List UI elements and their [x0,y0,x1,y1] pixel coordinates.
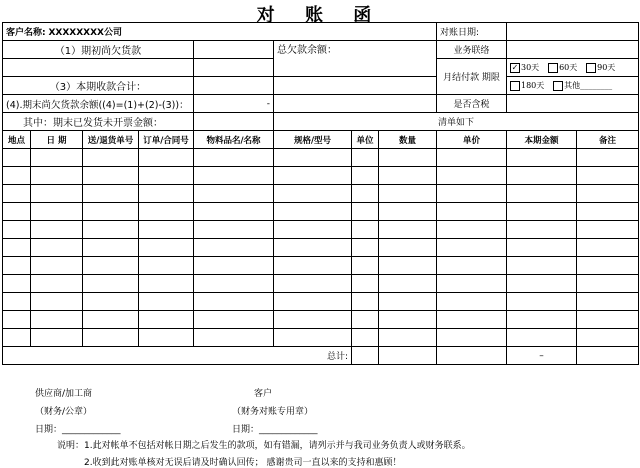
table-cell[interactable] [379,257,437,275]
table-cell[interactable] [194,239,274,257]
table-cell[interactable] [507,275,577,293]
table-cell[interactable] [31,185,83,203]
supplier-date[interactable]: 日期：_____________ [35,425,121,435]
table-cell[interactable] [577,239,639,257]
table-cell[interactable] [3,311,31,329]
table-cell[interactable] [139,167,194,185]
table-cell[interactable] [379,203,437,221]
col-spec: 规格/型号 [274,131,352,149]
table-cell[interactable] [379,293,437,311]
table-cell[interactable] [437,257,507,275]
total-due-label: 总欠款余额： [274,41,437,77]
payment-options-row1[interactable] [507,59,639,77]
table-cell[interactable] [3,167,31,185]
table-cell[interactable] [577,149,639,167]
table-cell[interactable] [577,275,639,293]
table-cell[interactable] [83,239,139,257]
payment-options-row2[interactable] [507,77,639,95]
table-cell[interactable] [274,329,352,347]
table-cell[interactable] [577,185,639,203]
table-cell[interactable] [379,185,437,203]
uninvoiced-value[interactable] [194,113,274,131]
table-cell[interactable] [352,311,379,329]
table-cell[interactable] [83,203,139,221]
table-cell[interactable] [31,149,83,167]
table-row [3,167,639,185]
col-location: 地点 [3,131,31,149]
note-2: 2.收到此对账单核对无误后请及时确认回传； 感谢贵司一直以来的支持和惠顾！ [84,458,402,468]
table-cell[interactable] [83,257,139,275]
option-90-days: 90天 [597,63,616,72]
option-180-days: 180天 [521,81,545,90]
table-row [3,221,639,239]
customer-label: 客户 [254,389,273,399]
column-header-row [3,131,639,149]
table-cell[interactable] [274,221,352,239]
business-contact-label: 业务联络 [437,41,507,59]
table-cell[interactable] [507,293,577,311]
table-cell[interactable] [31,221,83,239]
tax-value[interactable] [507,95,639,113]
table-cell[interactable] [83,149,139,167]
table-cell[interactable] [194,293,274,311]
table-cell[interactable] [379,311,437,329]
table-row [3,185,639,203]
table-cell[interactable] [379,221,437,239]
table-cell[interactable] [83,293,139,311]
checkbox-30-days[interactable]: ✓ [511,62,519,72]
table-cell[interactable] [507,185,577,203]
col-unit-price: 单价 [437,131,507,149]
table-cell[interactable] [577,257,639,275]
table-cell[interactable] [31,257,83,275]
table-cell[interactable] [437,293,507,311]
table-cell[interactable] [274,149,352,167]
table-cell[interactable] [577,167,639,185]
table-cell[interactable] [577,311,639,329]
col-quantity: 数量 [379,131,437,149]
table-cell[interactable] [507,239,577,257]
table-cell[interactable] [507,167,577,185]
table-cell[interactable] [352,221,379,239]
supplier-label: 供应商/加工商 [35,389,93,399]
option-30-days: 30天 [521,63,540,72]
table-row [3,149,639,167]
table-cell[interactable] [437,329,507,347]
table-cell[interactable] [352,275,379,293]
table-cell[interactable] [139,275,194,293]
table-cell[interactable] [437,149,507,167]
option-60-days: 60天 [559,63,578,72]
table-cell[interactable] [577,293,639,311]
table-cell[interactable] [139,203,194,221]
table-row [3,239,639,257]
table-cell[interactable] [437,221,507,239]
table-cell[interactable] [379,275,437,293]
total-row [3,347,639,365]
table-cell[interactable] [139,149,194,167]
table-cell[interactable] [352,185,379,203]
col-remark: 备注 [577,131,639,149]
table-cell[interactable] [352,293,379,311]
table-cell[interactable] [83,185,139,203]
col-unit: 单位 [352,131,379,149]
table-cell[interactable] [194,275,274,293]
table-cell[interactable] [139,221,194,239]
table-cell[interactable] [3,185,31,203]
table-cell[interactable] [507,257,577,275]
statement-date-label: 对账日期: [437,23,507,41]
document-title: 对 账 函 [256,5,384,26]
table-cell[interactable] [3,275,31,293]
table-cell[interactable] [352,257,379,275]
customer-seal: （财务对账专用章） [232,407,314,417]
table-cell[interactable] [139,185,194,203]
table-row [3,275,639,293]
col-delivery-no: 送/退货单号 [83,131,139,149]
table-cell[interactable] [274,185,352,203]
table-cell[interactable] [31,329,83,347]
table-cell[interactable] [577,329,639,347]
table-cell[interactable] [274,311,352,329]
table-cell[interactable] [83,275,139,293]
table-cell[interactable] [437,275,507,293]
table-cell[interactable] [83,167,139,185]
table-cell[interactable] [139,311,194,329]
table-cell[interactable] [379,149,437,167]
note-label: 说明： [57,441,85,451]
table-row [3,293,639,311]
option-other: 其他________ [564,81,613,90]
table-cell[interactable] [139,329,194,347]
table-cell[interactable] [194,149,274,167]
table-cell[interactable] [194,311,274,329]
table-cell[interactable] [194,185,274,203]
table-cell[interactable] [3,221,31,239]
checkbox-other[interactable] [553,81,563,91]
table-cell[interactable] [83,311,139,329]
table-cell[interactable] [3,257,31,275]
col-order-no: 订单/合同号 [139,131,194,149]
uninvoiced-label: 其中：期末已发货未开票金额： [3,113,194,131]
tax-label: 是否含税 [437,95,507,113]
table-cell[interactable] [31,293,83,311]
table-cell[interactable] [379,167,437,185]
total-value: – [507,347,577,365]
table-cell[interactable] [379,239,437,257]
table-cell[interactable] [194,329,274,347]
table-cell[interactable] [437,167,507,185]
note-1: 1.此对帐单不包括对帐日期之后发生的款项，如有错漏，请列示并与我司业务负责人或财务联系。 [84,441,471,451]
table-cell[interactable] [194,167,274,185]
table-cell[interactable] [83,329,139,347]
statement-date-value[interactable] [507,23,639,41]
received-value[interactable] [194,77,274,95]
statement-table [2,22,639,365]
table-cell[interactable] [194,257,274,275]
table-cell[interactable] [437,203,507,221]
table-row [3,203,639,221]
table-cell[interactable] [352,167,379,185]
table-cell[interactable] [31,275,83,293]
table-cell[interactable] [274,293,352,311]
table-row [3,257,639,275]
table-cell[interactable] [379,329,437,347]
ending-balance-label: (4).期末尚欠货款余额((4)=(1)+(2)-(3))： [3,95,194,113]
table-cell[interactable] [194,221,274,239]
table-cell[interactable] [194,203,274,221]
table-cell[interactable] [274,167,352,185]
business-contact-value[interactable] [507,41,639,59]
table-cell[interactable] [3,293,31,311]
table-cell[interactable] [3,329,31,347]
table-cell[interactable] [352,203,379,221]
table-row [3,329,639,347]
table-cell[interactable] [437,239,507,257]
table-cell[interactable] [31,311,83,329]
table-cell[interactable] [437,311,507,329]
payment-term-label: 月结付款 期限 [437,59,507,95]
checkbox-90-days[interactable] [586,63,596,73]
table-cell[interactable] [352,239,379,257]
prev-balance-value[interactable] [194,41,274,59]
table-cell[interactable] [352,329,379,347]
table-cell[interactable] [274,239,352,257]
col-amount: 本期金额 [507,131,577,149]
table-cell[interactable] [507,149,577,167]
ending-balance-value: - [194,95,274,113]
table-cell[interactable] [139,239,194,257]
table-cell[interactable] [31,239,83,257]
total-label: 总计: [3,347,352,365]
table-row [3,311,639,329]
table-cell[interactable] [437,185,507,203]
customer-name-label: 客户名称: [6,28,46,38]
list-label: 清单如下 [274,113,639,131]
table-cell[interactable] [507,203,577,221]
customer-name-cell[interactable] [3,23,437,41]
col-date: 日 期 [31,131,83,149]
table-cell[interactable] [83,221,139,239]
table-cell[interactable] [3,203,31,221]
table-cell[interactable] [352,149,379,167]
table-cell[interactable] [274,275,352,293]
table-cell[interactable] [31,203,83,221]
table-cell[interactable] [3,149,31,167]
prev-balance-label: （1）期初尚欠货款 [3,41,194,59]
table-cell[interactable] [139,293,194,311]
customer-name-value: XXXXXXXX公司 [48,28,122,38]
checkbox-60-days[interactable] [548,63,558,73]
checkbox-180-days[interactable] [510,81,520,91]
col-material-name: 物料品名/名称 [194,131,274,149]
table-cell[interactable] [3,239,31,257]
table-cell[interactable] [577,221,639,239]
table-cell[interactable] [274,203,352,221]
table-cell[interactable] [274,257,352,275]
table-cell[interactable] [507,311,577,329]
supplier-seal: （财务/公章） [35,407,93,417]
table-cell[interactable] [507,221,577,239]
table-cell[interactable] [31,167,83,185]
received-label: （3）本期收款合计： [3,77,194,95]
table-cell[interactable] [577,203,639,221]
table-cell[interactable] [139,257,194,275]
customer-date[interactable]: 日期：_____________ [232,425,318,435]
table-cell[interactable] [507,329,577,347]
